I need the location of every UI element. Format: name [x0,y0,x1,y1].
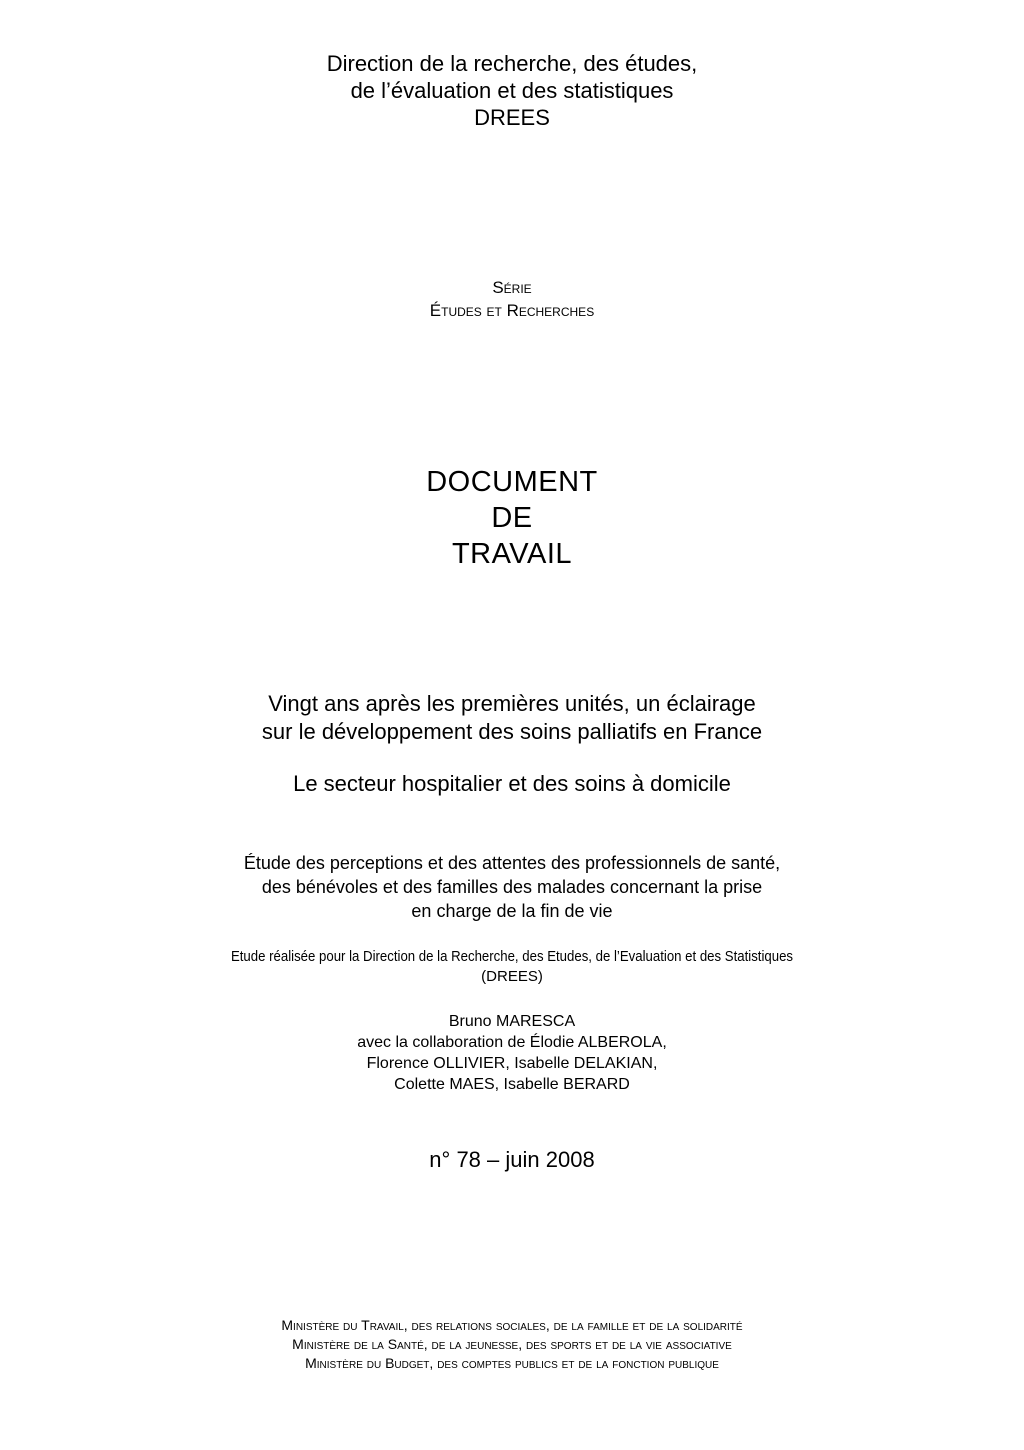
author-line: Colette MAES, Isabelle BERARD [394,1076,630,1093]
description-line: Étude des perceptions et des attentes des professionnels de santé, [243,853,781,873]
author-line: avec la collaboration de Élodie ALBEROLA, [357,1034,667,1051]
series-label [0,276,1024,322]
author-line: Florence OLLIVIER, Isabelle DELAKIAN, [366,1055,658,1072]
commission-line: (DREES) [481,968,543,985]
description-line: des bénévoles et des familles des malades concernant la prise [261,877,763,897]
issue-line: n° 78 – juin 2008 [429,1147,595,1172]
subtitle-line: Le secteur hospitalier et des soins à domicile [293,771,731,796]
ministry-line: Ministère du Budget, des comptes publics et de la fonction publique [305,1355,719,1371]
issuing-body-header [0,50,1024,131]
commission-line: Etude réalisée pour la Direction de la Recherche, des Etudes, de l’Evaluation et des Statistiques [230,948,794,965]
author-list [0,1011,1024,1095]
header-line: Direction de la recherche, des études, [326,51,698,76]
document-type [0,464,1024,572]
ministries-footer [0,1316,1024,1373]
document-type-line: TRAVAIL [451,538,573,570]
document-subtitle [0,770,1024,798]
author-line: Bruno MARESCA [448,1013,576,1030]
study-description [0,851,1024,923]
issue-number-date [0,1146,1024,1174]
ministry-line: Ministère du Travail, des relations sociales, de la famille et de la solidarité [281,1317,743,1333]
document-type-line: DOCUMENT [426,466,598,498]
document-title [0,690,1024,746]
ministry-line: Ministère de la Santé, de la jeunesse, des sports et de la vie associative [292,1336,732,1352]
series-line: Série [492,278,532,297]
commissioning-note [0,947,1024,987]
document-type-line: DE [491,502,533,534]
title-line: Vingt ans après les premières unités, un éclairage [268,691,756,716]
series-line: Études et Recherches [429,301,595,320]
title-line: sur le développement des soins palliatifs en France [261,719,763,744]
header-line: de l’évaluation et des statistiques [350,78,674,103]
description-line: en charge de la fin de vie [411,901,613,921]
header-line: DREES [474,105,550,130]
